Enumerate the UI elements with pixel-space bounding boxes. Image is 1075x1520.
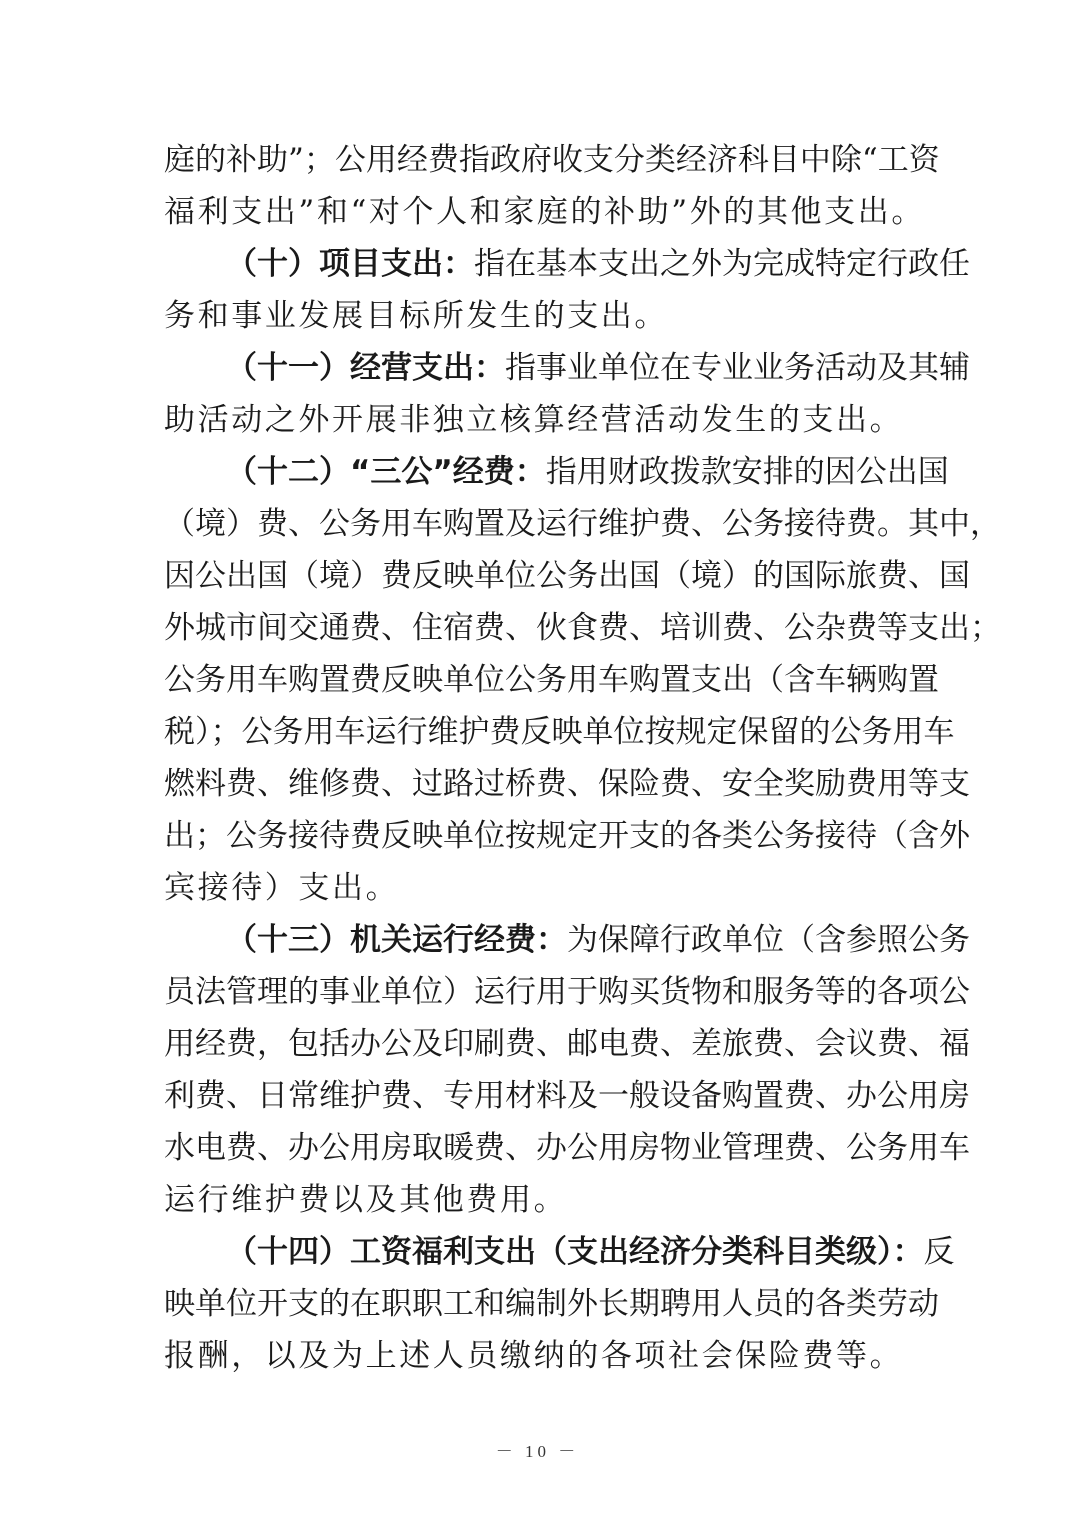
body-line: 用经费，包括办公及印刷费、邮电费、差旅费、会议费、福 — [164, 1026, 970, 1062]
body-line: 务和事业发展目标所发生的支出。 — [164, 298, 668, 334]
body-line: 员法管理的事业单位）运行用于购买货物和服务等的各项公 — [164, 974, 970, 1010]
section-heading: （十一）经营支出： — [226, 350, 505, 386]
body-line: 出；公务接待费反映单位按规定开支的各类公务接待（含外 — [164, 818, 970, 854]
body-line: 燃料费、维修费、过路过桥费、保险费、安全奖励费用等支 — [164, 766, 970, 802]
body-line: 庭的补助”；公用经费指政府收支分类经济科目中除“工资 — [164, 142, 940, 178]
body-line: 助活动之外开展非独立核算经营活动发生的支出。 — [164, 402, 904, 438]
body-text: 反 — [923, 1234, 955, 1270]
body-line: 宾接待）支出。 — [164, 870, 400, 906]
body-line: 水电费、办公用房取暖费、办公用房物业管理费、公务用车 — [164, 1130, 970, 1166]
body-line: 运行维护费以及其他费用。 — [164, 1182, 568, 1218]
body-line: 报酬，以及为上述人员缴纳的各项社会保险费等。 — [164, 1338, 904, 1374]
body-text: 为保障行政单位（含参照公务 — [567, 922, 970, 958]
section-heading: （十三）机关运行经费： — [226, 922, 567, 958]
section-12-first-line — [226, 446, 949, 498]
page-number: － 10 － — [495, 1442, 580, 1461]
body-line: 映单位开支的在职职工和编制外长期聘用人员的各类劳动 — [164, 1286, 939, 1322]
section-13-first-line — [226, 914, 970, 966]
body-line: 公务用车购置费反映单位公务用车购置支出（含车辆购置 — [164, 662, 939, 698]
body-line: 税）；公务用车运行维护费反映单位按规定保留的公务用车 — [164, 714, 955, 750]
body-text: 指用财政拨款安排的因公出国 — [545, 454, 949, 490]
section-11-first-line — [226, 342, 970, 394]
section-14-first-line — [226, 1226, 955, 1278]
body-line: 外城市间交通费、住宿费、伙食费、培训费、公杂费等支出； — [164, 610, 1001, 646]
section-heading: （十）项目支出： — [226, 246, 474, 282]
section-heading: （十二）“三公”经费： — [226, 454, 546, 490]
body-line: 利费、日常维护费、专用材料及一般设备购置费、办公用房 — [164, 1078, 970, 1114]
body-line: 因公出国（境）费反映单位公务出国（境）的国际旅费、国 — [164, 558, 970, 594]
body-line: 福利支出”和“对个人和家庭的补助”外的其他支出。 — [164, 194, 925, 230]
body-text: 指事业单位在专业业务活动及其辅 — [505, 350, 970, 386]
body-text: 指在基本支出之外为完成特定行政任 — [474, 246, 970, 282]
section-heading: （十四）工资福利支出（支出经济分类科目类级）： — [226, 1234, 924, 1270]
body-line: （境）费、公务用车购置及运行维护费、公务接待费。其中， — [164, 506, 1001, 542]
section-10-first-line — [226, 238, 970, 290]
